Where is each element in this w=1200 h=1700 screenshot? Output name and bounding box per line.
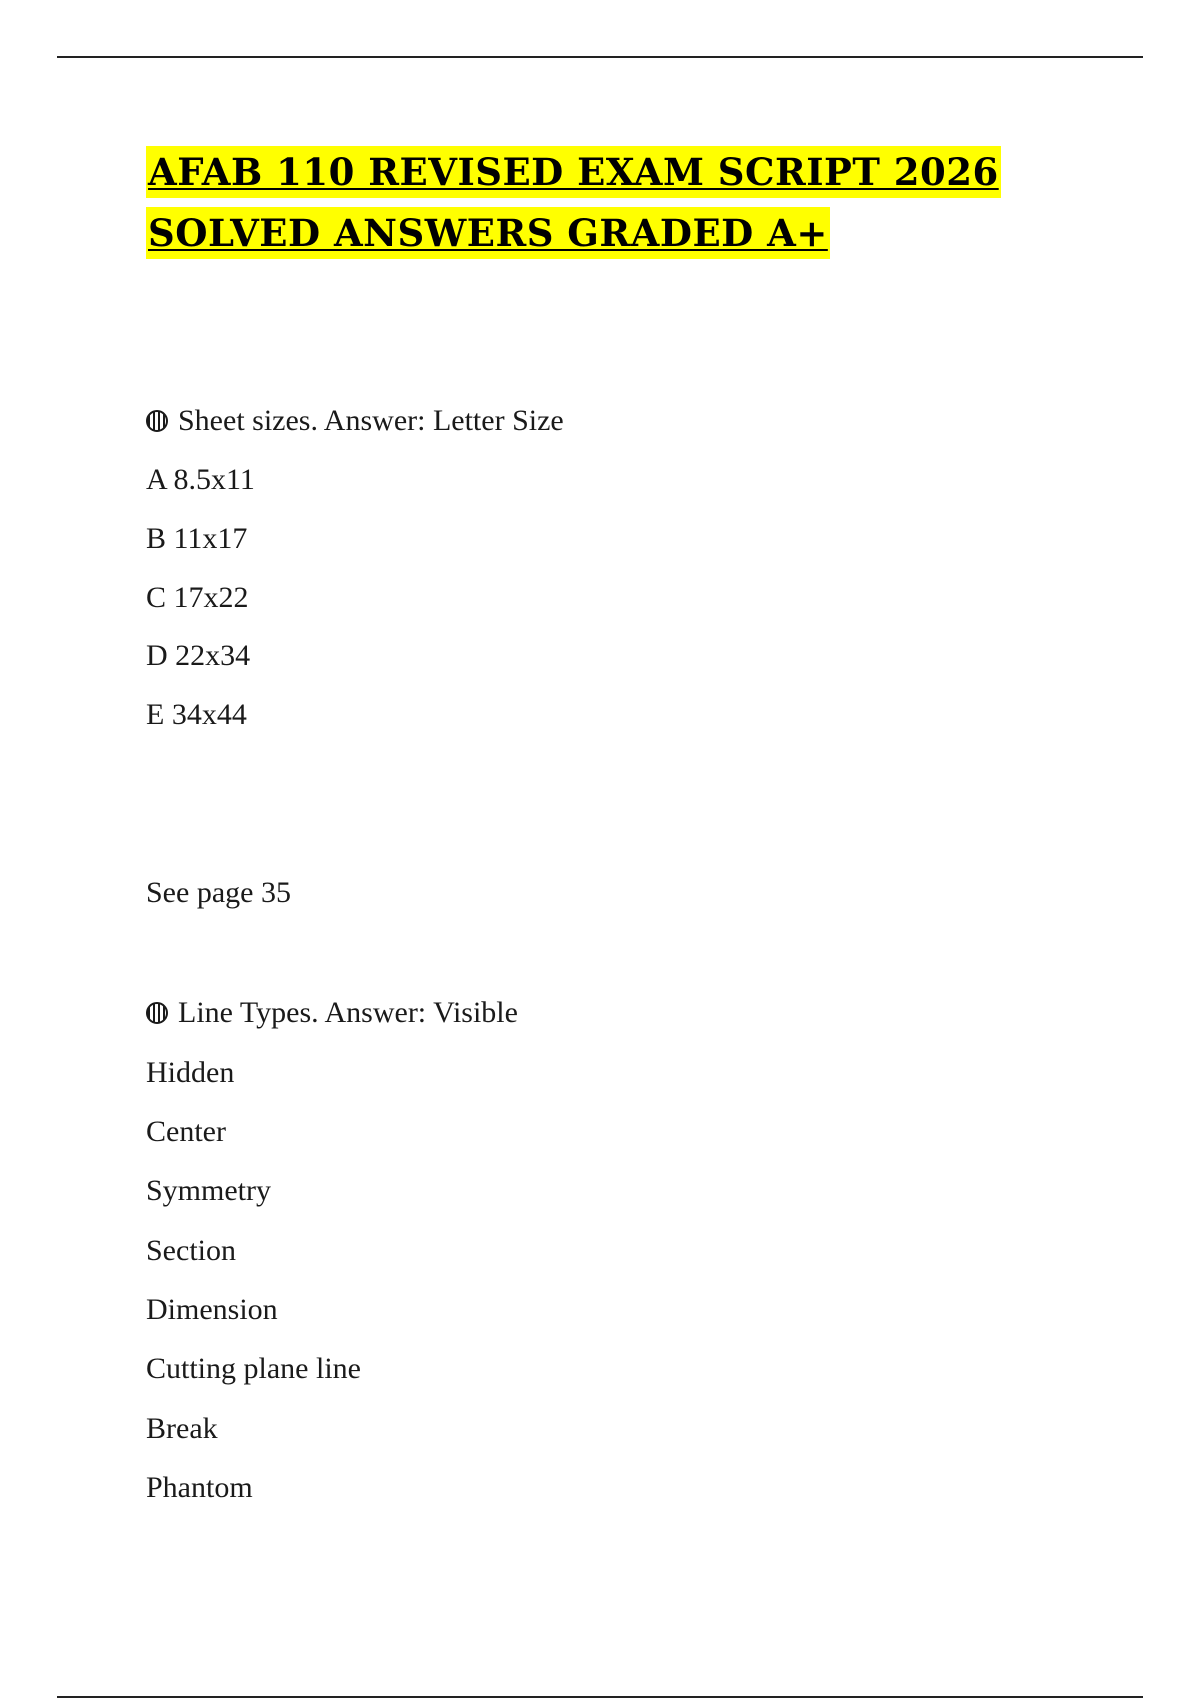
bullet-icon: [146, 1002, 168, 1024]
answer-line: C 17x22: [146, 581, 249, 614]
answer-line: Center: [146, 1115, 226, 1148]
title-line-2: SOLVED ANSWERS GRADED A+: [146, 207, 830, 259]
answer-line: Break: [146, 1412, 218, 1445]
answer-line: Cutting plane line: [146, 1352, 361, 1385]
bullet-icon: [146, 410, 168, 432]
title-line-1: AFAB 110 REVISED EXAM SCRIPT 2026: [146, 146, 1001, 198]
answer-line: E 34x44: [146, 698, 247, 731]
answer-line: Hidden: [146, 1056, 235, 1089]
document-title: [146, 142, 1146, 264]
question-sheet-sizes: [146, 403, 564, 439]
answer-line: D 22x34: [146, 639, 251, 672]
answer-line: Section: [146, 1234, 236, 1267]
answer-line: Symmetry: [146, 1174, 271, 1207]
bottom-rule: [57, 1696, 1143, 1698]
top-rule: [57, 56, 1143, 58]
answer-line: Phantom: [146, 1471, 253, 1504]
question-prompt: Line Types. Answer: Visible: [178, 996, 518, 1029]
answer-line: A 8.5x11: [146, 463, 255, 496]
page-reference-note: See page 35: [146, 876, 291, 909]
question-prompt: Sheet sizes. Answer: Letter Size: [178, 404, 564, 437]
answer-line: Dimension: [146, 1293, 278, 1326]
question-line-types: [146, 995, 518, 1031]
answer-line: B 11x17: [146, 522, 248, 555]
